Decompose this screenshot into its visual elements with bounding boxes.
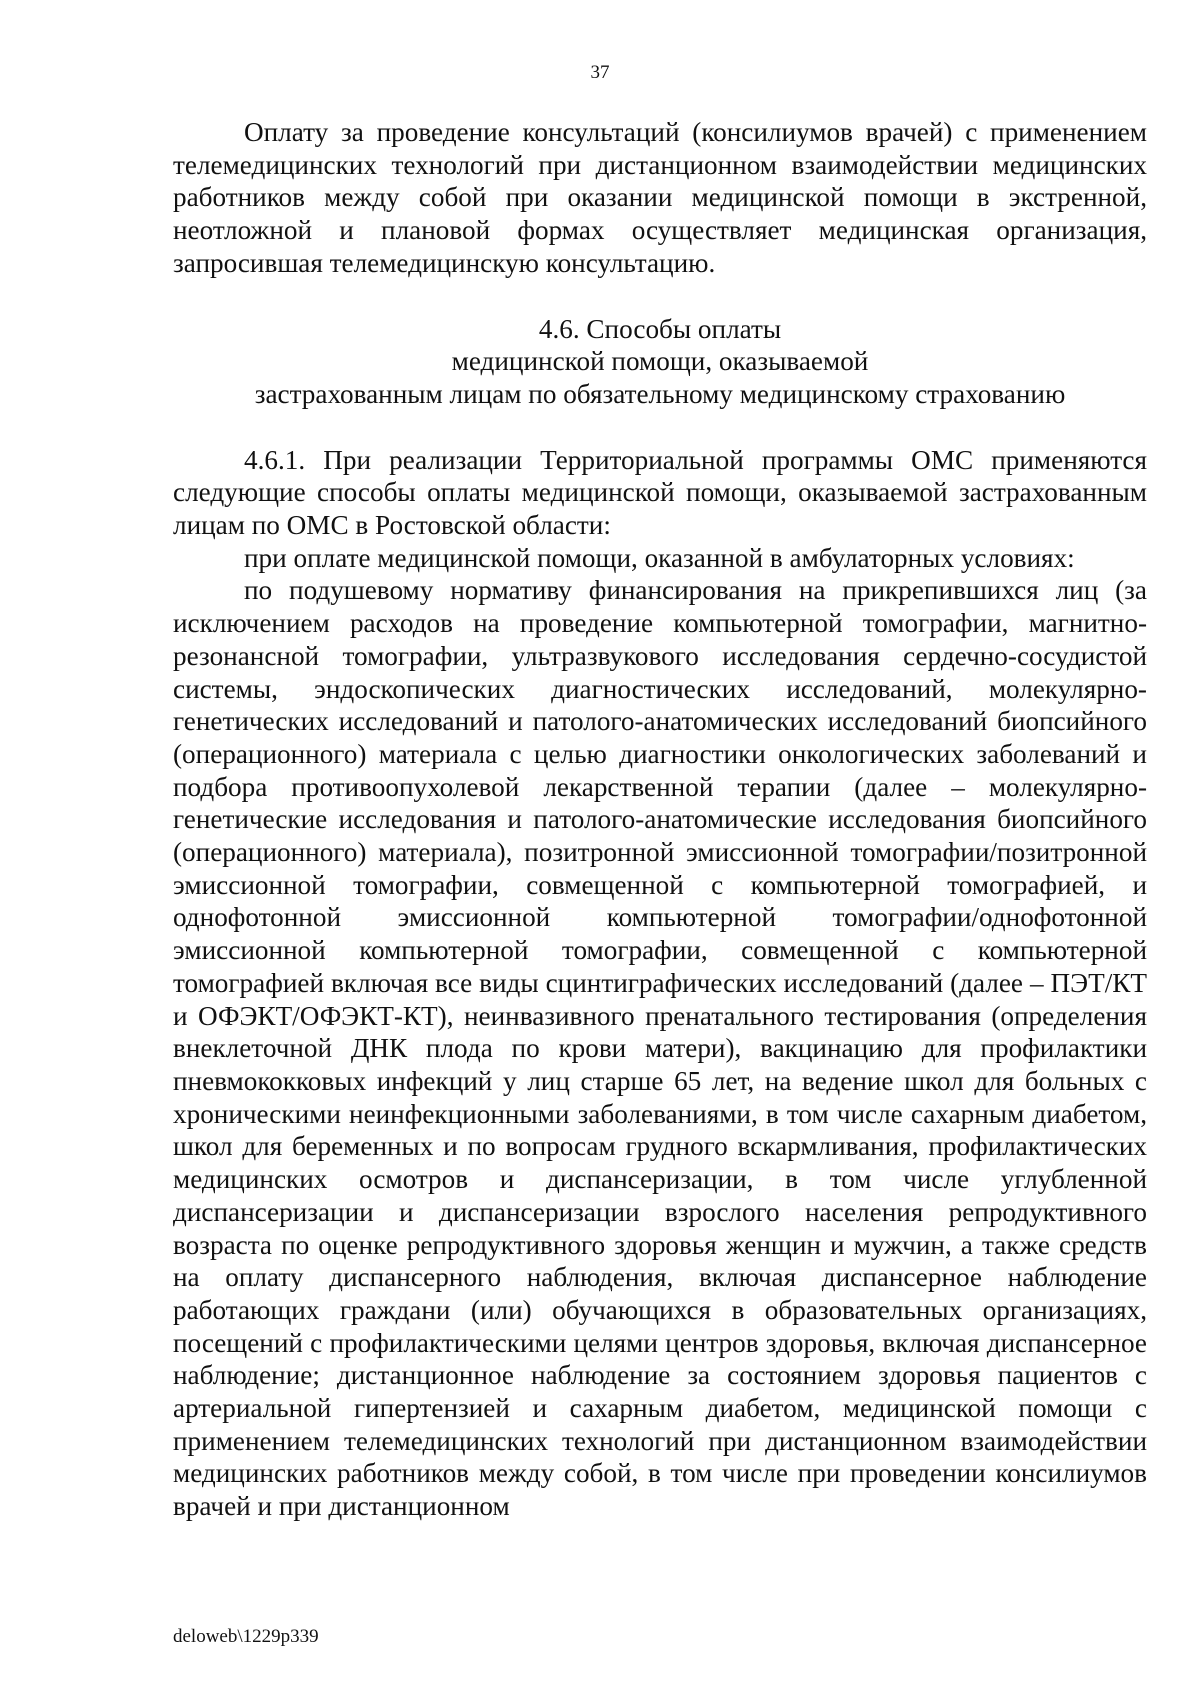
paragraph-outpatient: при оплате медицинской помощи, оказанной в амбулаторных условиях:	[244, 542, 1075, 573]
section-heading-line-1: 4.6. Способы оплаты	[538, 313, 782, 344]
section-heading	[173, 313, 1147, 411]
paragraph-telemedicine-payment: Оплату за проведение консультаций (консилиумов врачей) с применением телемедицинских технологий при дистанционном взаимодействии медицинских работников между собой при оказании медицинской помощи в экстренной, неотложной и плановой формах осуществляет медицинская организация, запросившая телемедицинскую консультацию.	[173, 117, 1147, 278]
paragraph-payment-methods: 4.6.1. При реализации Территориальной программы ОМС применяются следующие способы оплаты медицинской помощи, оказываемой застрахованным лицам по ОМС в Ростовской области:	[173, 444, 1147, 541]
section-heading-line-2: медицинской помощи, оказываемой	[451, 346, 869, 377]
paragraph-per-capita: по подушевому нормативу финансирования на прикрепившихся лиц (за исключением расходов на проведение компьютерной томографии, магнитно-резонансной томографии, ультразвукового исследования сердечно-сосудистой системы, эндоскопических диагностических исследований, молекулярно-генетических исследований и патолого-анатомических исследований биопсийного (операционного) материала с целью диагностики онкологических заболеваний и подбора противоопухолевой лекарственной терапии (далее – молекулярно-генетические исследования и патолого-анатомические исследования биопсийного (операционного) материала), позитронной эмиссионной томографии/позитронной эмиссионной томографии, совмещенной с компьютерной томографией, и однофотонной эмиссионной компьютерной томографии/однофотонной эмиссионной компьютерной томографии, совмещенной с компьютерной томографией включая все виды сцинтиграфических исследований (далее – ПЭТ/КТ и ОФЭКТ/ОФЭКТ-КТ), неинвазивного пренатального тестирования (определения внеклеточной ДНК плода по крови матери), вакцинацию для профилактики пневмококковых инфекций у лиц старше 65 лет, на ведение школ для больных с хроническими неинфекционными заболеваниями, в том числе сахарным диабетом, школ для беременных и по вопросам грудного вскармливания, профилактических медицинских осмотров и диспансеризации, в том числе углубленной диспансеризации и диспансеризации взрослого населения репродуктивного возраста по оценке репродуктивного здоровья женщин и мужчин, а также средств на оплату диспансерного наблюдения, включая диспансерное наблюдение работающих граждани (или) обучающихся в образовательных организациях, посещений с профилактическими целями центров здоровья, включая диспансерное наблюдение; дистанционное наблюдение за состоянием здоровья пациентов с артериальной гипертензией и сахарным диабетом, медицинской помощи с применением телемедицинских технологий при дистанционном взаимодействии медицинских работников между собой, в том числе при проведении консилиумов врачей и при дистанционном	[173, 575, 1147, 1522]
page-number: 37	[590, 62, 610, 83]
document-body	[173, 116, 1147, 1523]
document-footer: deloweb\1229p339	[173, 1626, 319, 1647]
section-heading-line-3: застрахованным лицам по обязательному медицинскому страхованию	[254, 378, 1066, 409]
